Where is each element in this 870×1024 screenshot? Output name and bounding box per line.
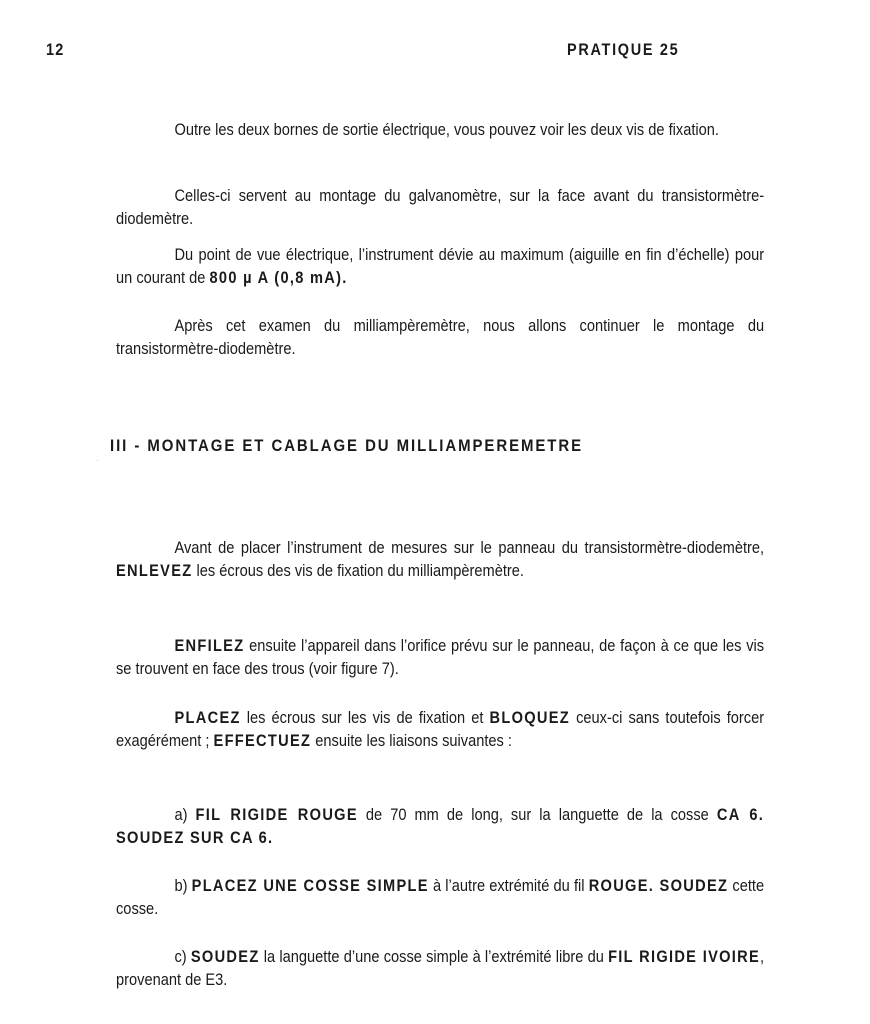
emphasis-text: PLACEZ UNE COSSE SIMPLE bbox=[191, 876, 429, 895]
instruction-c-fil-ivoire bbox=[48, 945, 765, 991]
paragraph-text bbox=[116, 314, 764, 360]
body-text: c) bbox=[174, 947, 191, 966]
body-text: Outre les deux bornes de sortie électrique, vous pouvez voir les deux vis de fixation. bbox=[174, 120, 719, 139]
paragraph-avant-de-placer bbox=[48, 536, 765, 582]
emphasis-text: EFFECTUEZ bbox=[213, 731, 312, 750]
emphasis-text: ENLEVEZ bbox=[116, 561, 193, 580]
body-text: Du point de vue électrique, l’instrument dévie au maximum (aiguille en fin d’échelle) pour un courant de bbox=[116, 245, 765, 287]
paragraph-text bbox=[116, 874, 764, 920]
body-text: les écrous des vis de fixation du milliampèremètre. bbox=[192, 561, 524, 580]
emphasis-text: SOUDEZ bbox=[190, 947, 260, 966]
paragraph-celles-ci bbox=[48, 184, 765, 230]
body-text: ensuite les liaisons suivantes : bbox=[311, 731, 512, 750]
instruction-b-cosse-simple bbox=[48, 874, 765, 920]
body-text: à l’autre extrémité du fil bbox=[428, 876, 589, 895]
scan-speck: · bbox=[96, 456, 99, 465]
paragraph-text bbox=[116, 118, 764, 141]
instruction-a-fil-rouge bbox=[48, 803, 765, 849]
emphasis-text: ENFILEZ bbox=[174, 636, 245, 655]
emphasis-text: 800 bbox=[209, 268, 244, 287]
page-number: 12 bbox=[46, 40, 65, 59]
body-text: la languette d’une cosse simple à l’extrémité libre du bbox=[259, 947, 609, 966]
paragraph-apres-examen bbox=[48, 314, 765, 360]
paragraph-text bbox=[116, 184, 764, 230]
body-text: ensuite l’appareil dans l’orifice prévu sur le panneau, de façon à ce que les vis se trouvent en face des trous (voir figure 7). bbox=[116, 636, 765, 678]
emphasis-text: ROUGE. SOUDEZ bbox=[588, 876, 729, 895]
body-text: Après cet examen du milliampèremètre, nous allons continuer le montage du transistormètre-diodemètre. bbox=[116, 316, 765, 358]
emphasis-text: FIL RIGIDE IVOIRE bbox=[608, 947, 761, 966]
paragraph-point-de-vue bbox=[48, 243, 765, 289]
section-heading: III - MONTAGE ET CABLAGE DU MILLIAMPEREMETRE bbox=[110, 436, 584, 455]
paragraph-text bbox=[116, 243, 764, 289]
body-text: cette cosse. bbox=[116, 876, 765, 918]
body-text: b) bbox=[174, 876, 192, 895]
body-text: de 70 mm de long, sur la languette de la cosse bbox=[357, 805, 717, 824]
emphasis-text: BLOQUEZ bbox=[489, 708, 571, 727]
body-text: Avant de placer l’instrument de mesures sur le panneau du transistormètre-diodemètre, bbox=[174, 538, 765, 557]
paragraph-text bbox=[116, 945, 764, 991]
emphasis-text: PLACEZ bbox=[174, 708, 241, 727]
paragraph-text bbox=[116, 634, 764, 680]
emphasis-text: FIL RIGIDE ROUGE bbox=[195, 805, 358, 824]
body-text: , provenant de E3. bbox=[116, 947, 765, 989]
paragraph-placez-bloquez bbox=[48, 706, 765, 752]
paragraph-text bbox=[116, 536, 764, 582]
body-text: ceux-ci sans toutefois forcer exagérément ; bbox=[116, 708, 765, 750]
paragraph-text bbox=[116, 803, 764, 849]
emphasis-text: CA 6. SOUDEZ SUR CA 6. bbox=[116, 805, 765, 847]
paragraph-text bbox=[116, 706, 764, 752]
paragraph-bornes bbox=[48, 118, 719, 141]
emphasis-text: µ A (0,8 mA). bbox=[243, 268, 348, 287]
body-text: Celles-ci servent au montage du galvanomètre, sur la face avant du transistormètre-diodemètre. bbox=[116, 186, 765, 228]
paragraph-enfilez bbox=[48, 634, 765, 680]
running-title: PRATIQUE 25 bbox=[567, 40, 680, 59]
body-text: a) bbox=[174, 805, 196, 824]
body-text: les écrous sur les vis de fixation et bbox=[240, 708, 490, 727]
